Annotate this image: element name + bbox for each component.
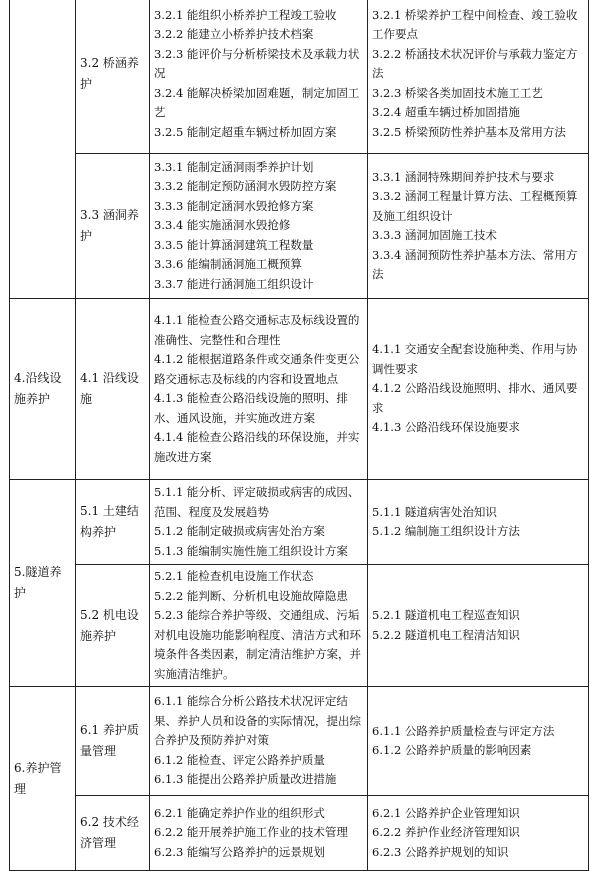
list-item: 5.1.2 编制施工组织设计方法	[372, 524, 520, 538]
list-item: 3.3.7 能进行涵洞施工组织设计	[154, 276, 314, 291]
table-row	[10, 796, 589, 871]
ability-cell	[150, 796, 368, 871]
list-item: 5.1.1 能分析、评定破损或病害的成因、范围、程度及发展趋势	[154, 485, 360, 519]
list-item: 4.1.2 能根据道路条件或交通条件变更公路交通标志及标线的内容和设置地点	[154, 352, 360, 386]
list-item: 6.2.3 公路养护规划的知识	[372, 844, 509, 859]
unit-cell: 3.2 桥涵养护	[76, 0, 150, 154]
ability-cell	[150, 0, 368, 154]
knowledge-cell	[368, 565, 589, 687]
list-item: 3.3.3 能制定涵洞水毁抢修方案	[154, 198, 314, 213]
knowledge-cell	[368, 154, 589, 299]
list-item: 4.1.1 能检查公路交通标志及标线设置的准确性、完整性和合理性	[154, 313, 360, 347]
table-row	[10, 0, 589, 154]
list-item: 3.3.6 能编制涵洞施工概预算	[154, 257, 302, 272]
unit-cell: 6.2 技术经济管理	[76, 796, 150, 871]
list-item: 4.1.2 公路沿线设施照明、排水、通风要求	[372, 381, 578, 415]
unit-cell: 3.3 涵洞养护	[76, 154, 150, 299]
list-item: 6.1.3 能提出公路养护质量改进措施	[154, 772, 337, 787]
list-item: 4.1.3 公路沿线环保设施要求	[372, 420, 520, 435]
list-item: 3.3.1 能制定涵洞雨季养护计划	[154, 159, 314, 174]
table-row	[10, 480, 589, 565]
list-item: 5.2.1 能检查机电设施工作状态	[154, 569, 314, 583]
list-item: 4.1.4 能检查公路沿线的环保设施，并实施改进方案	[154, 430, 360, 464]
table-row	[10, 299, 589, 480]
knowledge-cell	[368, 0, 589, 154]
list-item: 3.2.3 能评价与分析桥梁技术及承载力状况	[154, 46, 360, 81]
ability-cell	[150, 299, 368, 480]
unit-cell: 6.1 养护质量管理	[76, 687, 150, 796]
table-row	[10, 687, 589, 796]
list-item: 3.3.4 涵洞预防性养护基本方法、常用方法	[372, 247, 578, 281]
list-item: 3.3.1 涵洞特殊期间养护技术与要求	[372, 169, 555, 184]
list-item: 5.1.2 能制定破损或病害处治方案	[154, 524, 325, 538]
list-item: 3.3.2 涵洞工程量计算方法、工程概预算及施工组织设计	[372, 189, 578, 223]
list-item: 6.2.2 养护作业经济管理知识	[372, 825, 520, 840]
skill-standard-table	[9, 0, 589, 871]
list-item: 3.2.1 能组织小桥养护工程竣工验收	[154, 7, 337, 22]
list-item: 3.3.3 涵洞加固施工技术	[372, 228, 497, 242]
list-item: 4.1.3 能检查公路沿线设施的照明、排水、通风设施，并实施改进方案	[154, 391, 348, 425]
ability-cell	[150, 565, 368, 687]
list-item: 3.2.2 桥涵技术状况评价与承载力鉴定方法	[372, 46, 578, 81]
knowledge-cell	[368, 796, 589, 871]
module-cell-continued	[10, 0, 76, 299]
list-item: 3.2.4 能解决桥梁加固难题，制定加固工艺	[154, 85, 360, 120]
list-item: 6.1.1 能综合分析公路技术状况评定结果、养护人员和设备的实际情况，提出综合养护及预防养护对策	[154, 694, 361, 748]
list-item: 3.3.2 能制定预防涵洞水毁防控方案	[154, 179, 337, 194]
unit-cell: 5.1 土建结构养护	[76, 480, 150, 565]
list-item: 6.2.1 公路养护企业管理知识	[372, 805, 520, 820]
list-item: 5.1.1 隧道病害处治知识	[372, 504, 497, 519]
list-item: 5.2.2 隧道机电工程清洁知识	[372, 627, 520, 642]
table-row	[10, 565, 589, 687]
ability-cell	[150, 154, 368, 299]
list-item: 3.2.4 超重车辆过桥加固措施	[372, 105, 520, 120]
list-item: 6.1.2 公路养护质量的影响因素	[372, 743, 532, 757]
unit-cell: 5.2 机电设施养护	[76, 565, 150, 687]
list-item: 3.3.5 能计算涵洞建筑工程数量	[154, 237, 314, 252]
list-item: 5.2.3 能综合养护等级、交通组成、污垢对机电设施功能影响程度、清洁方式和环境条件各类因素，制定清洁维护方案，并实施清洁维护。	[154, 608, 361, 681]
list-item: 6.2.2 能开展养护施工作业的技术管理	[154, 825, 348, 840]
list-item: 6.1.1 公路养护质量检查与评定方法	[372, 723, 555, 738]
table-row	[10, 154, 589, 299]
list-item: 6.1.2 能检查、评定公路养护质量	[154, 752, 325, 767]
list-item: 3.2.3 桥梁各类加固技术施工工艺	[372, 85, 543, 100]
knowledge-cell	[368, 299, 589, 480]
module-cell: 6.养护管理	[10, 687, 76, 871]
list-item: 6.2.3 能编写公路养护的远景规划	[154, 844, 325, 859]
list-item: 5.2.1 隧道机电工程巡查知识	[372, 608, 520, 622]
list-item: 3.3.4 能实施涵洞水毁抢修	[154, 218, 291, 233]
knowledge-cell	[368, 480, 589, 565]
list-item: 3.2.1 桥梁养护工程中间检查、竣工验收工作要点	[372, 7, 578, 42]
list-item: 5.2.2 能判断、分析机电设施故障隐患	[154, 588, 348, 603]
module-cell: 4.沿线设施养护	[10, 299, 76, 480]
list-item: 6.2.1 能确定养护作业的组织形式	[154, 805, 325, 820]
knowledge-cell	[368, 687, 589, 796]
module-cell: 5.隧道养护	[10, 480, 76, 687]
list-item: 4.1.1 交通安全配套设施种类、作用与协调性要求	[372, 342, 578, 376]
unit-cell: 4.1 沿线设施	[76, 299, 150, 480]
list-item: 5.1.3 能编制实施性施工组织设计方案	[154, 543, 348, 558]
list-item: 3.2.5 桥梁预防性养护基本及常用方法	[372, 124, 566, 139]
ability-cell	[150, 480, 368, 565]
list-item: 3.2.2 能建立小桥养护技术档案	[154, 27, 314, 42]
ability-cell	[150, 687, 368, 796]
list-item: 3.2.5 能制定超重车辆过桥加固方案	[154, 124, 337, 139]
